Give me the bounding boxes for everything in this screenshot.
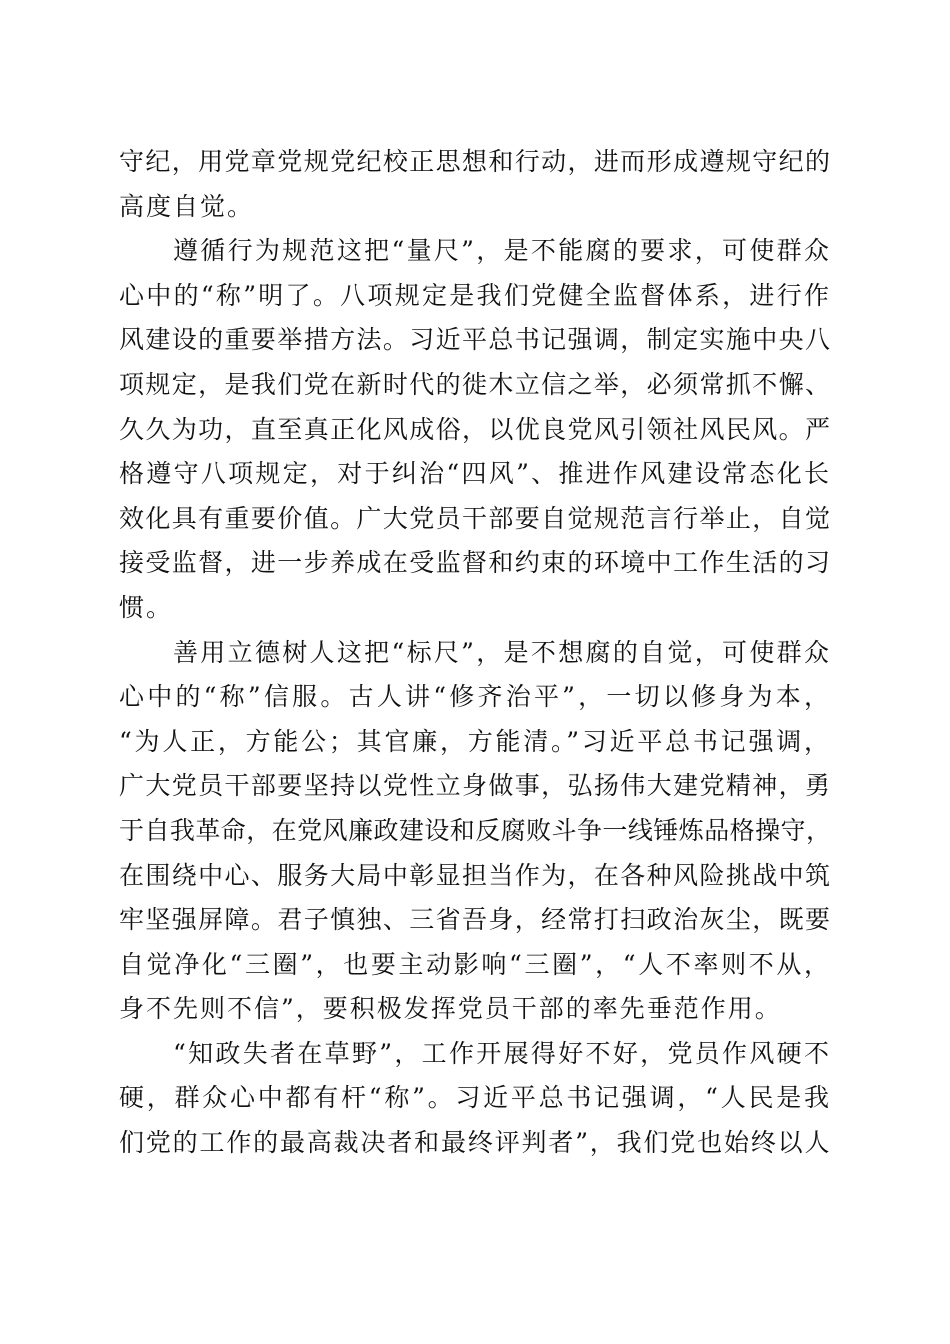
text-line: 项规定，是我们党在新时代的徙木立信之举，必须常抓不懈、 <box>119 369 831 399</box>
text-line: 们党的工作的最高裁决者和最终评判者”，我们党也始终以人 <box>119 1128 831 1158</box>
text-line: “为人正，方能公；其官廉，方能清。”习近平总书记强调， <box>119 726 831 756</box>
text-line: 风建设的重要举措方法。习近平总书记强调，制定实施中央八 <box>119 325 831 355</box>
paragraph-start-line: 善用立德树人这把“标尺”，是不想腐的自觉，可使群众 <box>173 637 831 667</box>
paragraph-start-line: “知政失者在草野”，工作开展得好不好，党员作风硬不 <box>173 1038 831 1068</box>
text-line: 接受监督，进一步养成在受监督和约束的环境中工作生活的习 <box>119 548 831 578</box>
paragraph-start-line: 遵循行为规范这把“量尺”，是不能腐的要求，可使群众 <box>173 236 831 266</box>
text-line: 身不先则不信”，要积极发挥党员干部的率先垂范作用。 <box>119 994 782 1024</box>
text-line: 在围绕中心、服务大局中彰显担当作为，在各种风险挑战中筑 <box>119 860 831 890</box>
text-line: 广大党员干部要坚持以党性立身做事，弘扬伟大建党精神，勇 <box>119 771 831 801</box>
text-line: 惯。 <box>119 592 174 622</box>
text-line: 高度自觉。 <box>119 191 255 221</box>
text-line: 守纪，用党章党规党纪校正思想和行动，进而形成遵规守纪的 <box>119 147 831 176</box>
body-text <box>119 140 831 1166</box>
text-line: 硬，群众心中都有杆“称”。习近平总书记强调，“人民是我 <box>119 1083 831 1113</box>
text-line: 自觉净化“三圈”，也要主动影响“三圈”，“人不率则不从， <box>119 949 831 979</box>
text-line: 心中的“称”信服。古人讲“修齐治平”，一切以修身为本， <box>119 682 831 712</box>
text-line: 心中的“称”明了。八项规定是我们党健全监督体系，进行作 <box>119 280 831 310</box>
text-line: 久久为功，直至真正化风成俗，以优良党风引领社风民风。严 <box>119 414 831 444</box>
text-line: 格遵守八项规定，对于纠治“四风”、推进作风建设常态化长 <box>119 459 831 489</box>
text-line: 于自我革命，在党风廉政建设和反腐败斗争一线锤炼品格操守， <box>119 815 831 845</box>
text-line: 牢坚强屏障。君子慎独、三省吾身，经常打扫政治灰尘，既要 <box>119 905 831 935</box>
text-line: 效化具有重要价值。广大党员干部要自觉规范言行举止，自觉 <box>119 503 831 533</box>
